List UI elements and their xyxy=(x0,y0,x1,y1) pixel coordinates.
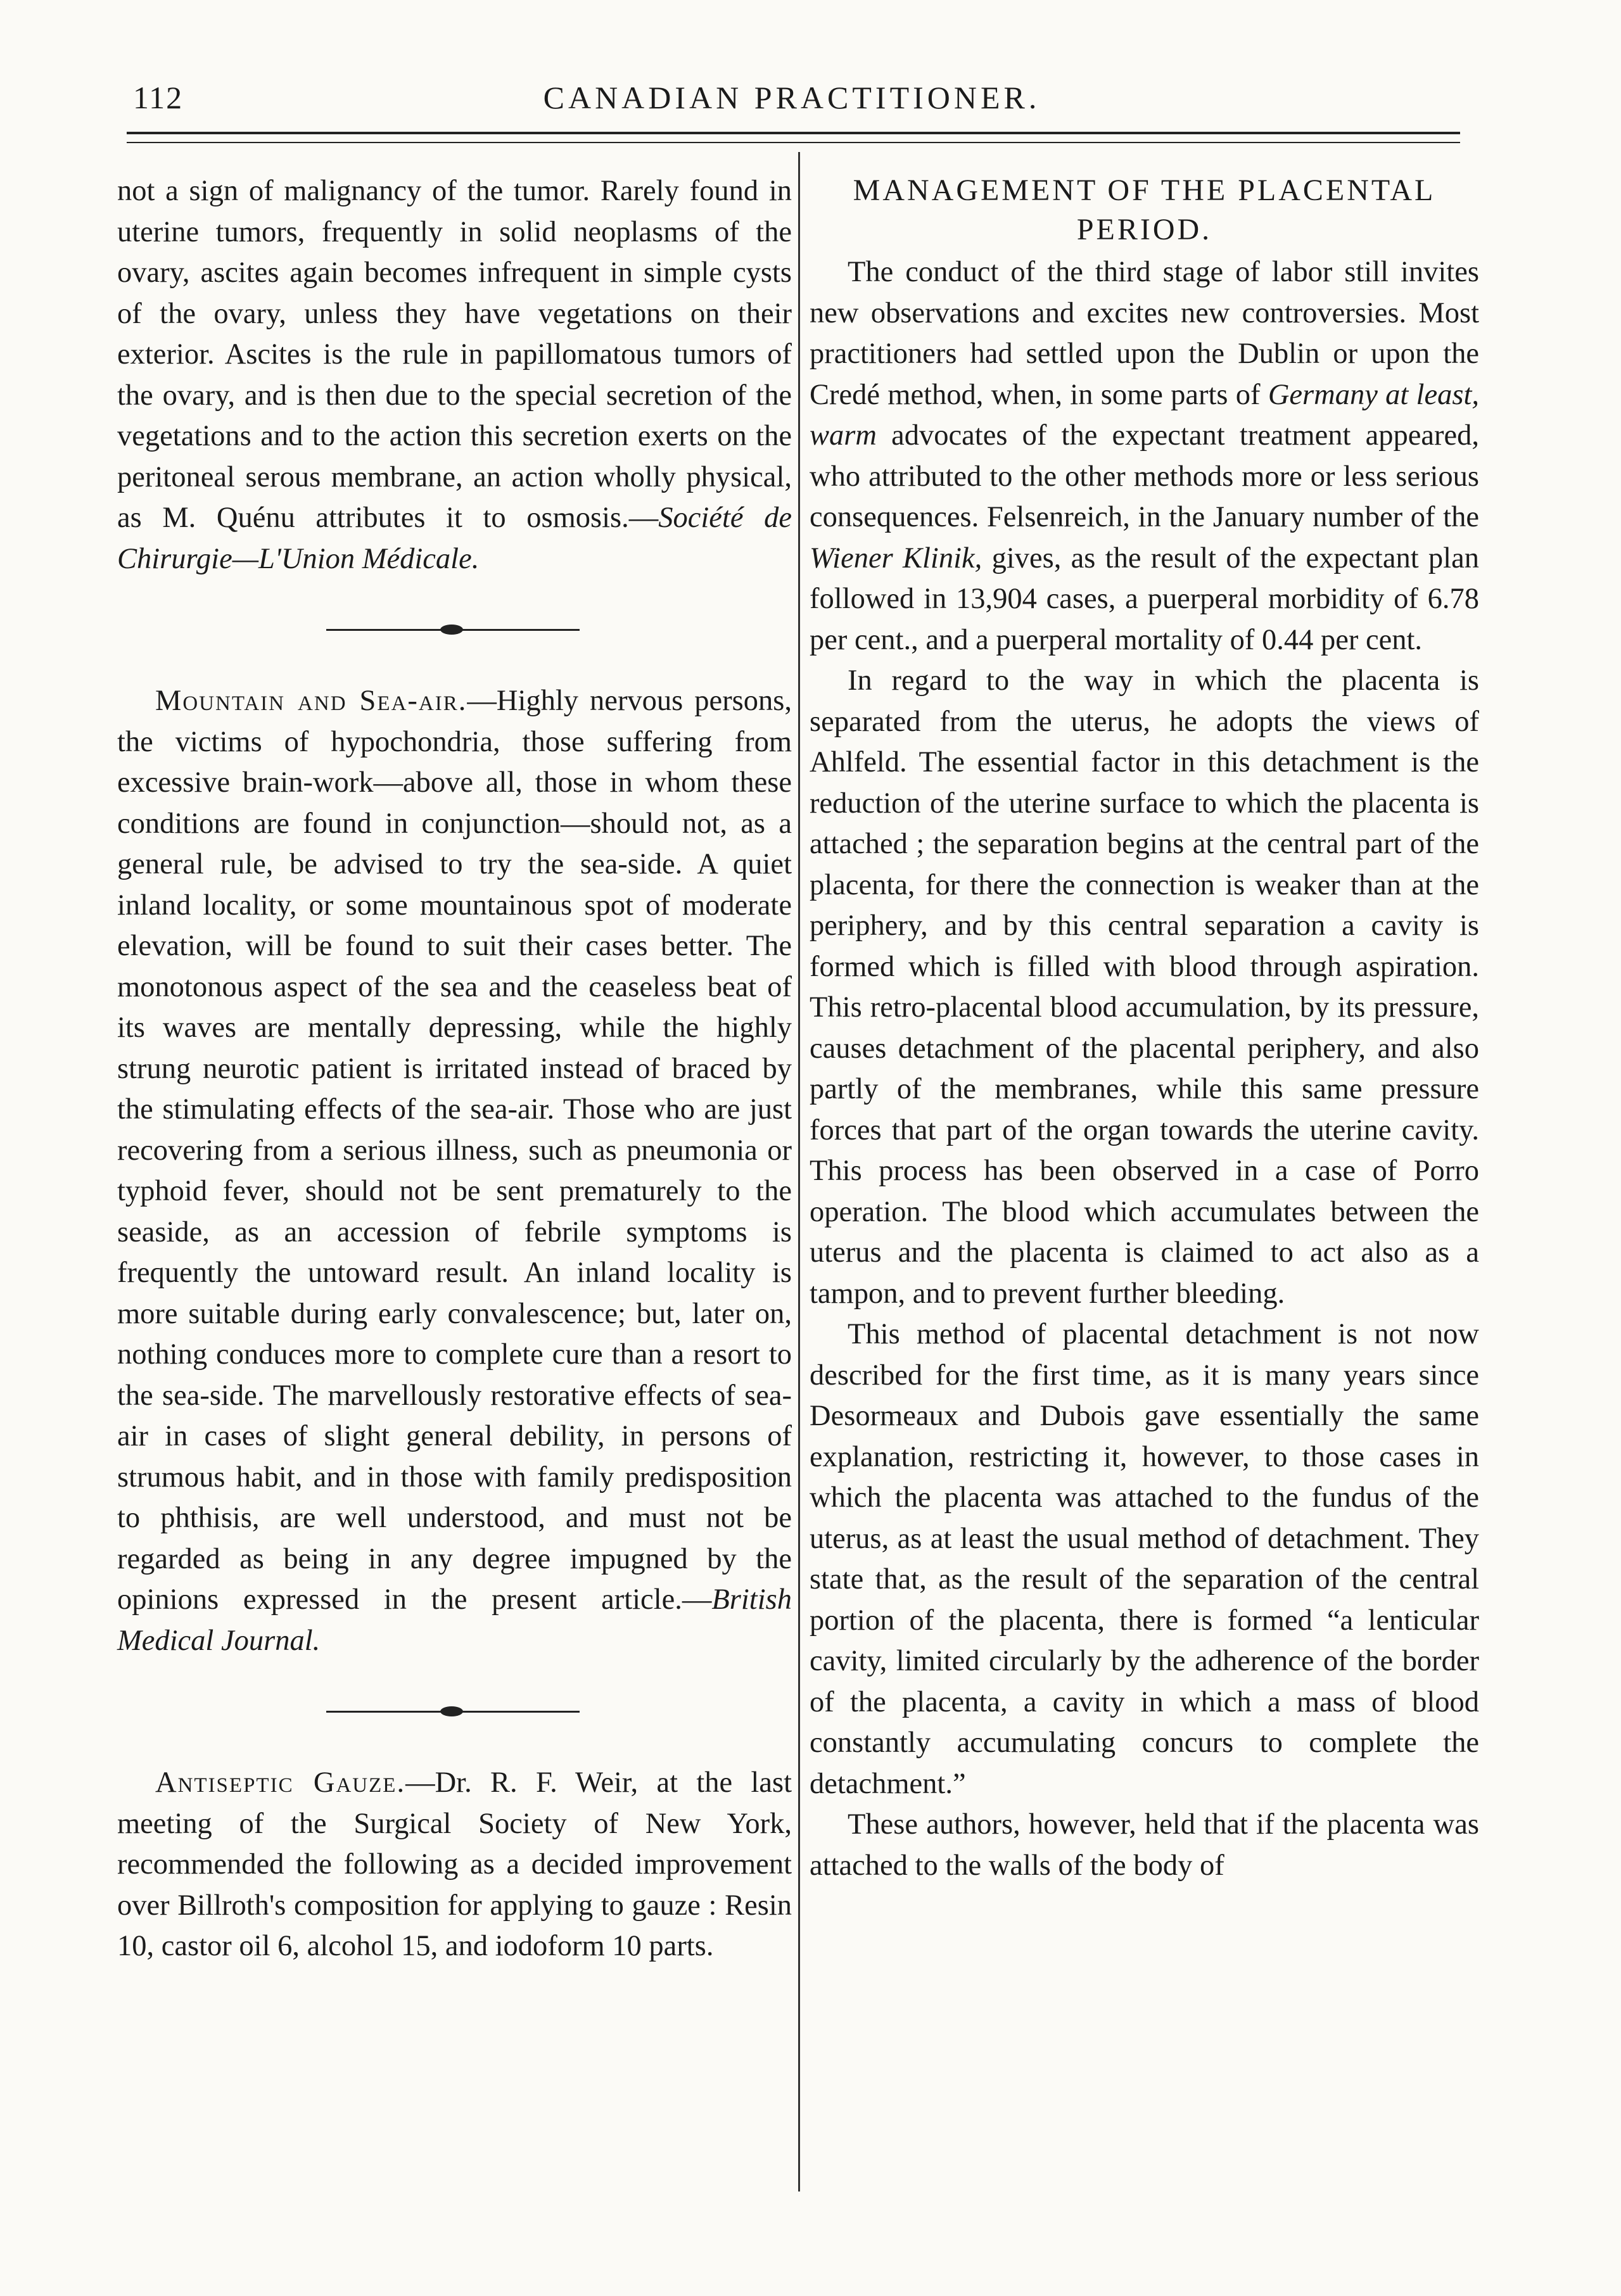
page-header xyxy=(120,79,1463,124)
antiseptic-gauze-paragraph xyxy=(117,1763,792,1967)
mountain-sea-air-paragraph xyxy=(117,681,792,1661)
ascites-text: not a sign of malignancy of the tumor. Rarely found in uterine tumors, frequently in solid neoplasms of the ovary, ascites again becomes infrequent in simple cysts of the ovary, unless they have vegetations on their exterior. Ascites is the rule in papillomatous tumors of the ovary, and is then due to the special secretion of the vegetations and to the action this secretion exerts on the peritoneal serous membrane, an action wholly physical, as M. Quénu attributes it to osmosis.— xyxy=(117,175,792,534)
placental-paragraph-2: In regard to the way in which the placenta is separated from the uterus, he adopts the views of Ahlfeld. The essential factor in this detachment is the reduction of the uterine surface to which the placenta is attached ; the separation begins at the central part of the placenta, for there the connection is weaker than at the periphery, and by this central separation a cavity is formed which is filled with blood through aspiration. This retro-placental blood accumulation, by its pressure, causes detachment of the placental periphery, and also partly of the membranes, while this same pressure forces that part of the organ towards the uterine cavity. This process has been observed in a case of Porro operation. The blood which accumulates between the uterus and the placenta is claimed to act also as a tampon, and to prevent further bleeding. xyxy=(810,664,1479,1310)
journal-name: Wiener Klinik, xyxy=(810,542,982,574)
gauze-text: —Dr. R. F. Weir, at the last meeting of the Surgical Society of New York, recommended the following as a decided improvement over Billroth's composition for applying to gauze : Resin 10, castor oil 6, alcohol 15, and iodoform 10 parts. xyxy=(117,1766,792,1962)
placental-paragraph-4: These authors, however, held that if the placenta was attached to the walls of the body of xyxy=(810,1808,1479,1882)
section-separator xyxy=(117,1661,792,1763)
placental-text-germany: Germany at least, warm xyxy=(810,378,1480,452)
placental-text-1a: The conduct of the third stage of labor still invites new observations and excites new controversies. Most practitioners had settled upon the Dublin or upon the Credé method, when, in some parts of xyxy=(810,256,1479,411)
header-rule-thick xyxy=(127,132,1460,134)
page-number: 112 xyxy=(133,80,184,115)
left-column xyxy=(117,171,792,1967)
placental-text-1c: gives, as the result of the expectant plan followed in 13,904 cases, a puerperal morbidity of 6.78 per cent., and a puerperal mortality of 0.44 per cent. xyxy=(810,542,1479,656)
ascites-source: Société de Chirurgie—L'Union Médicale. xyxy=(117,502,792,575)
article-title: MANAGEMENT OF THE PLACENTAL PERIOD. xyxy=(853,174,1436,246)
header-rule-thin xyxy=(127,142,1460,143)
placental-paragraph-3: This method of placental detachment is not now described for the first time, as it is many years since Desormeaux and Dubois gave essentially the same explanation, restricting it, however, to those cases in which the placenta was attached to the fundus of the uterus, as at least the usual method of detachment. They state that, as the result of the separation of the central portion of the placenta, there is formed “a lenticular cavity, limited circularly by the adherence of the border of the placenta, a cavity in which a mass of blood constantly accumulating concurs to complete the detachment.” xyxy=(810,1318,1479,1800)
gauze-heading: Antiseptic Gauze. xyxy=(155,1766,406,1799)
running-title: CANADIAN PRACTITIONER. xyxy=(543,80,1041,115)
mountain-source: British Medical Journal. xyxy=(117,1583,792,1657)
right-column xyxy=(810,171,1479,1886)
placental-paragraph-1 xyxy=(810,252,1479,661)
section-separator xyxy=(117,580,792,681)
placental-text-1b: advocates of the expectant treatment appeared, who attributed to the other methods more or less serious consequences. Felsenreich, in the January number of the xyxy=(810,419,1479,533)
column-divider xyxy=(798,152,800,2191)
mountain-heading: Mountain and Sea-air. xyxy=(155,685,467,717)
mountain-text: —Highly nervous persons, the victims of hypochondria, those suffering from excessive brain-work—above all, those in whom these conditions are found in conjunction—should not, as a general rule, be advised to try the sea-side. A quiet inland locality, or some mountainous spot of moderate elevation, will be found to suit their cases better. The monotonous aspect of the sea and the ceaseless beat of its waves are mentally depressing, while the highly strung neurotic patient is irritated instead of braced by the stimulating effects of the sea-air. Those who are just recovering from a serious illness, such as pneumonia or typhoid fever, should not be sent prematurely to the seaside, as an accession of febrile symptoms is frequently the untoward result. An inland locality is more suitable during early convalescence; but, later on, nothing conduces more to complete cure than a resort to the sea-side. The marvellously restorative effects of sea-air in cases of slight general debility, in persons of strumous habit, and in those with family predisposition to phthisis, are well understood, and must not be regarded as being in any degree impugned by the opinions expressed in the present article.— xyxy=(117,685,792,1616)
ascites-paragraph xyxy=(117,171,792,580)
